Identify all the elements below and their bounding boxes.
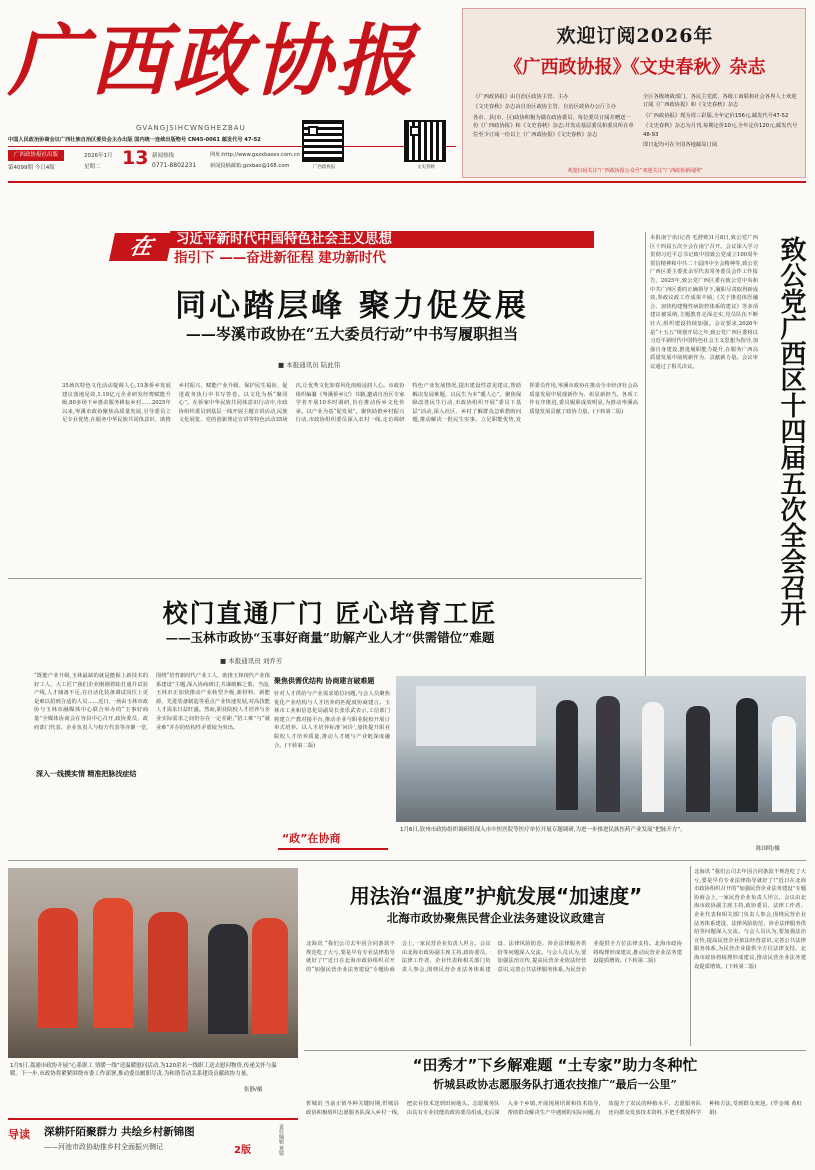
date-label: 2026年1月 xyxy=(84,153,113,159)
article4-title: “田秀才”下乡解难题 “土专家”助力冬种忙 xyxy=(412,1056,698,1074)
email[interactable]: 新闻投稿邮箱:gzxbao@168.com xyxy=(210,163,290,169)
masthead xyxy=(8,8,456,178)
promo-item: 《广西政协报》由自治区政协主管、主办 xyxy=(473,94,569,100)
guide-headline[interactable]: 深耕阡陌聚群力 共绘乡村新锦图 xyxy=(44,1126,195,1138)
qr-code-magazine xyxy=(404,120,446,162)
qr-code-newspaper xyxy=(302,120,344,162)
article2-title: 校门直通厂门 匠心培育工匠 xyxy=(162,599,498,628)
article3-body: 北海讯 “我们公司去年因合同条款不规范吃了大亏,要是早有专业法律指导就好了!”近日在北海市政协组织召开的“加强民营企业法务建设”专题协商会上,一家民营企业负责人坦言。会议由北海市政协副主席主持,政协委员、法律工作者、企业代表和相关部门负责人参会,围绕民营企业法务体系建设、法律风险防范、涉企法律服务供给等问题深入交流。与会人员认为,要加强法治宣传,提高民营企业依法经营意识,完善公共法律服务体系,为民营企业提供全方位法律支持。北海市政协将梳理形成建议,推动民营企业法务建设提质增效。(下转第二版) xyxy=(306,941,682,973)
qr-label-newspaper: 广西政协报 xyxy=(312,165,336,170)
photo1-credit: 陈国明/摄 xyxy=(756,846,780,852)
article4-subtitle: 忻城县政协志愿服务队打通农技推广“最后一公里” xyxy=(433,1078,677,1091)
promo-item: 《文史春秋》杂志为月刊,每期定价10元,全年定价120元,邮发代号48-93 xyxy=(643,123,798,138)
weekday: 星期二 xyxy=(84,164,101,170)
qr-label-magazine: 文史春秋 xyxy=(417,165,435,170)
article2-col-heading: 聚焦供需优结构 协商建言破难题 xyxy=(274,677,375,685)
promo-item: 《文史春秋》杂志由自治区政协主管、自治区政协办公厅主办 xyxy=(473,104,617,111)
promo-footer: 欢迎扫码关注“广西政协报公众号”欢迎关注“广西政协新闻网” xyxy=(567,168,703,174)
photo-worker-visit xyxy=(8,868,298,1058)
banner-line2: 指引下 ——奋进新征程 建功新时代 xyxy=(174,250,386,266)
promo-item: 《广西政协报》现为周三彩版,全年定价156元,邮发代号47-52 xyxy=(643,112,789,119)
photo2-credit: 张静/摄 xyxy=(244,1087,263,1093)
subscription-promo xyxy=(462,8,806,178)
article1-byline: ■ 本报通讯员 陆此伟 xyxy=(278,361,341,369)
zheng-zai-xieshang-logo: “政”在协商 xyxy=(282,832,341,845)
theme-banner xyxy=(112,231,594,269)
article1-body: 35场次特色文化活动提调人心,15条侨乡发展建议落地见效,1.19亿元企业研发经费赋能升级,80多场下乡惠农服务耕耘乡村……2025年以来,岑溪市政协聚焦高质量发展,引导委员立足专业优势,在服务中华民族共同体意识、助推乡村振兴、赋能产业升级、保护民生福祉、促进政务执行中书写答卷。以文化为桥“聚同心”。在侨家中华民族共同体意识行动中,市政协组织委员到基层一线开展主题宣讲活动,民族文化展览、党的创新理论宣讲等特色活动35场次,让优秀文化如春风化雨般浸润人心。市政协组织编纂《岑溪侨乡记》书籍,邀请自治区专家学者开展10本时调研,旨在推动侨乡文化传承。以产业为基“促发展”。聚焦助推乡村振兴行动,市政协组织委员深入农村一线,走访调研特色产业发展情况,提出建设性意见建议,帮助解决发展难题。以民生为本“暖人心”。聚焦保障改善民生行动,市政协组织开展“委员下基层”活动,深入社区、乡村了解群众急难愁盼问题,推动解决一批民生实事。立足职能优势,发挥委员作用,岑溪市政协在推动全市经济社会高质量发展中展现新作为、彰显新担当。各项工作有序推进,委员履职成效明显,为推动岑溪高质量发展贡献了政协力量。(下转第二版) xyxy=(62,383,638,424)
promo-subtitle: 《广西政协报》《文史春秋》杂志 xyxy=(504,57,766,78)
hotline-phone: 0771-8802231 xyxy=(152,162,197,169)
byline-marker-icon: ■ xyxy=(220,657,229,665)
article3-subtitle: 北海市政协聚焦民营企业法务建设议政建言 xyxy=(386,911,606,925)
promo-title: 欢迎订阅2026年 xyxy=(556,25,714,47)
guide-page[interactable]: 2版 xyxy=(234,1145,251,1156)
banner-badge: 在 xyxy=(109,233,173,261)
sidebar-body: 本报南宁讯(记者 毛舒欧)1月8日,致公党广西区十四届五次全会在南宁召开。会议深入学习贯彻习近平总书记致中国致公党成立100周年贺信精神和中共二十届四中全会精神等,致公党广西区委主委张余军代表常务委员会作工作报告。2025年,致公党广西区委在致公党中央和中共广西区委的正确领导下,履职尽责取得新成效,参政议政工作成果丰硕,《关于推进体医融合、加快构建慢性病防控体系的建议》等多项建议被采纳,主题教育走深走实,党员队伍不断壮大,组织建设持续加强。会议要求,2026年是“十五五”规划开局之年,致公党广西区委将以习近平新时代中国特色社会主义思想为指导,加强自身建设,推进履职能力提升,在服务广西高质量发展中展现新作为、贡献新力量。会议审议通过了相关决议。 xyxy=(650,235,758,370)
issue-number: 第4099期 今日4版 xyxy=(8,165,55,171)
article1-subtitle: ——岑溪市政协在“五大委员行动”中书写履职担当 xyxy=(185,325,519,343)
masthead-logo: 广西政协报 xyxy=(8,16,419,107)
article3-sidebar-text: 北海讯 “我们公司去年因合同条款不规范吃了大亏,要是早有专业法律指导就好了!”近日在北海市政协组织召开的“加强民营企业法务建设”专题协商会上,一家民营企业负责人坦言。会议由北海市政协副主席主持,政协委员、法律工作者、企业代表和相关部门负责人参会,围绕民营企业法务体系建设、法律风险防范、涉企法律服务供给等问题深入交流。与会人员认为,要加强法治宣传,提高民营企业依法经营意识,完善公共法律服务体系,为民营企业提供全方位法律支持。北海市政协将梳理形成建议,推动民营企业法务建设提质增效。(下转第二版) xyxy=(694,869,806,970)
article1-title: 同心踏层峰 聚力促发展 xyxy=(175,288,529,324)
website[interactable]: 网址:http://www.gxzxbaoxs.com.cn xyxy=(210,152,300,158)
article2-col-body: 针对人才供给与产业需求错位问题,与会人员聚焦优化产业结构与人才培养的匹配度协商建言。玉林市工业和信息化局副局长张乐武表示,工信部门将建立产教对接平台,推动企业与职业院校开展订单式培养。以人才培养标准‘问诊’,加快提升职业院校人才培养质量,推动人才链与产业链深度融合。(下转第二版) xyxy=(274,691,390,749)
photo-hospital-visit xyxy=(396,676,806,822)
article2-body-a: “既能产业升级,玉林最缺的就是能握上新技术的好工人、大工匠!”我们企业刚刚着陆打通并试验产线,人才储备不足,在自动化装备调试岗位上更是难以招到合适的人员……近日,一场由玉林市政协与玉林市融媒体中心联合举办的“玉事好商量”全媒体协商会在容县中心召开,政协委员、政府部门代表、企业负责人与校方代表等齐聚一堂,围绕“培育新时代产业工人、助推玉林现代产业体系建设”主题,深入协商研讨,共谋破解之策。当前,玉林市正加快推动产业转型升级,新材料、新能源、先进装备制造等重点产业快速发展,对高技能人才需求日益旺盛。然而,职业院校人才培养与企业实际需求之间仍存在一定差距,“招工难”与“就业难”并存的结构性矛盾较为突出。 xyxy=(34,673,270,731)
masthead-info-bar xyxy=(8,146,456,176)
guide-label: 导读 xyxy=(8,1128,30,1141)
article2-subtitle: ——玉林市政协“玉事好商量”助解产业人才“供需错位”难题 xyxy=(165,630,495,645)
guide-subline: ——河池市政协助推乡村全面振兴侧记 xyxy=(44,1143,163,1151)
article2-subheading: 深入一线摸实情 精准把脉找症结 xyxy=(36,769,148,779)
date-day: 13 xyxy=(122,147,149,169)
article2-byline: ■ 本报通讯员 刘乔芳 xyxy=(220,657,283,665)
hotline-label: 新闻热线 xyxy=(152,153,175,159)
promo-right-list xyxy=(643,93,799,149)
masthead-org-line: 中国人民政治协商会议广西壮族自治区委员会主办出版 国内统一连续出版物号 CN45-0061 邮发代号 47-52 xyxy=(8,137,261,143)
guide-box xyxy=(8,1118,298,1164)
masthead-pinyin: GVANGJSIHCWNGHEZBAU xyxy=(136,124,246,132)
promo-left-list xyxy=(473,93,635,139)
guide-editors: 责任编辑 黄镜 xyxy=(278,1124,284,1156)
sidebar-headline: 致公党广西区十四届五次全会召开 xyxy=(776,236,806,626)
article3-title: 用法治“温度”护航发展“加速度” xyxy=(349,884,643,908)
article4-body: 忻城讯 当前正值冬种关键时期,忻城县政协积极组织志愿服务队深入乡村一线,把农业技术送到田间地头。志愿服务队由具有专业技能的政协委员组成,先后深入多个乡镇,开展现场培训和技术指导,帮助群众解决生产中遇到的实际问题,有效提升了农民的种植水平。志愿服务队还向群众发放技术资料,手把手教授科学种植方法,受到群众欢迎。(罗金城 黄虹娟) xyxy=(306,1101,802,1116)
publisher-badge: 广西政协报社出版 xyxy=(8,150,64,161)
promo-item: 各市、县(市、区)政协积极为做在政协委员、每位委员订阅并赠送一份《广西政协报》和《文史春秋》杂志;并发动基层委员和委员所在单位至少订阅一份以上《广西政协报》《文史春秋》杂志 xyxy=(473,114,634,138)
promo-item: 即日起均可在全国各地邮局订阅 xyxy=(643,142,718,149)
promo-item: 全区各级统战部门、各民主党派、各级工商联和社会各界人士欢迎订阅《广西政协报》和《文史春秋》杂志 xyxy=(643,94,797,109)
banner-line1: 习近平新时代中国特色社会主义思想 xyxy=(170,231,594,248)
photo2-caption: 1月5日,荔浦市政协开展“心系职工 情暖一线”送温暖慰问活动,为120余名一线职工送去慰问物资,传递关怀与温暖。下一步,市政协将紧紧围绕市委工作部署,推动委员履职尽责,为和谐劳动关系建设贡献政协力量。 xyxy=(10,1063,277,1077)
photo1-caption: 1月6日,钦州市政协组织调研组深入市中医医院等医疗单位开展专题调研,为进一步推进民族医药产业发展“把脉开方”。 xyxy=(400,827,686,833)
byline-marker-icon: ■ xyxy=(278,361,287,369)
